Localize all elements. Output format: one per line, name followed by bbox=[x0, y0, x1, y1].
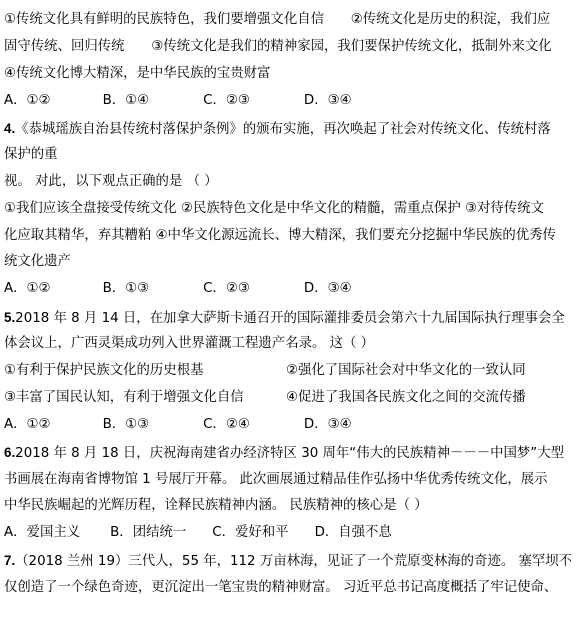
q4-answer-b[interactable]: B．①③ bbox=[102, 281, 150, 296]
q4-answer-d[interactable]: D．③④ bbox=[303, 281, 352, 296]
q4-stem-line-1: 4.《恭城瑶族自治县传统村落保护条例》的颁布实施，再次唤起了社会对传统文化、传统村落 bbox=[4, 121, 551, 137]
q4-option-line-2: 化应取其精华，弃其糟粕 ④中华文化源远流长、博大精深，我们要充分挖掘中华民族的优秀传 bbox=[4, 228, 556, 243]
q3-option-line-1: ①传统文化具有鲜明的民族特色，我们要增强文化自信 ②传统文化是历史的积淀，我们应 bbox=[4, 12, 551, 27]
q6-answer-a[interactable]: A．爱国主义 bbox=[4, 525, 81, 540]
q4-answer-choices bbox=[4, 280, 582, 298]
q5-option-1: ①有利于保护民族文化的历史根基 bbox=[4, 363, 204, 378]
q3-answer-b[interactable]: B．①④ bbox=[102, 93, 150, 108]
q4-answer-c[interactable]: C．②③ bbox=[203, 281, 250, 296]
q6-answer-choices bbox=[4, 524, 582, 542]
q6-number: 6. bbox=[4, 445, 16, 460]
q5-option-2: ②强化了国际社会对中华文化的一致认同 bbox=[286, 363, 526, 378]
q5-option-3: ③丰富了国民认知，有利于增强文化自信 bbox=[4, 390, 244, 405]
q5-answer-b[interactable]: B．①③ bbox=[102, 417, 150, 432]
q3-option-line-2: 固守传统、回归传统 ③传统文化是我们的精神家园，我们要保护传统文化，抵制外来文化 bbox=[4, 39, 552, 54]
q7-number: 7. bbox=[4, 553, 16, 568]
q4-option-line-1: ①我们应该全盘接受传统文化 ②民族特色文化是中华文化的精髓，需重点保护 ③对待传统文 bbox=[4, 201, 544, 216]
q4-answer-a[interactable]: A．①② bbox=[4, 281, 51, 296]
q5-stem-line-2: 体会议上，广西灵渠成功列入世界灌溉工程遗产名录。 这（ ） bbox=[4, 336, 375, 351]
q5-answer-choices bbox=[4, 416, 582, 434]
q5-answer-c[interactable]: C．②④ bbox=[203, 417, 250, 432]
q3-answer-d[interactable]: D．③④ bbox=[303, 93, 352, 108]
q4-stem-line-2: 保护的重 bbox=[4, 147, 58, 162]
q4-option-line-3: 统文化遗产 bbox=[4, 254, 71, 269]
q3-option-line-3: ④传统文化博大精深，是中华民族的宝贵财富 bbox=[4, 66, 271, 81]
q6-stem-line-3: 中华民族崛起的光辉历程，诠释民族精神内涵。 民族精神的核心是（ ） bbox=[4, 498, 428, 513]
q7-stem-line-2: 仅创造了一个绿色奇迹，更沉淀出一笔宝贵的精神财富。 习近平总书记高度概括了牢记使命、 bbox=[4, 580, 558, 595]
q5-answer-a[interactable]: A．①② bbox=[4, 417, 51, 432]
q6-answer-b[interactable]: B．团结统一 bbox=[110, 525, 187, 540]
q5-option-4: ④促进了我国各民族文化之间的交流传播 bbox=[286, 390, 526, 405]
q4-stem-line-3: 视。 对此，以下观点正确的是 （ ） bbox=[4, 174, 218, 189]
q5-stem-line-1: 5.2018 年 8 月 14 日，在加拿大萨斯卡通召开的国际灌排委员会第六十九届国际执行理事会全 bbox=[4, 310, 565, 326]
q5-number: 5. bbox=[4, 310, 16, 325]
q6-stem-line-2: 书画展在海南省博物馆 1 号展厅开幕。 此次画展通过精品佳作弘扬中华优秀传统文化，展示 bbox=[4, 472, 548, 487]
q7-stem-line-1: 7.（2018 兰州 19）三代人，55 年，112 万亩林海，见证了一个荒原变林海的奇迹。 塞罕坝不 bbox=[4, 553, 573, 569]
q5-answer-d[interactable]: D．③④ bbox=[303, 417, 352, 432]
q3-answer-a[interactable]: A．①② bbox=[4, 93, 51, 108]
q3-answer-c[interactable]: C．②③ bbox=[203, 93, 250, 108]
q6-stem-line-1: 6.2018 年 8 月 18 日，庆祝海南建省办经济特区 30 周年“伟大的民族精神－－－中国梦”大型 bbox=[4, 445, 565, 461]
q4-number: 4. bbox=[4, 121, 16, 136]
q3-answer-choices bbox=[4, 92, 582, 110]
q6-answer-d[interactable]: D．自强不息 bbox=[314, 525, 392, 540]
q6-answer-c[interactable]: C．爱好和平 bbox=[212, 525, 289, 540]
